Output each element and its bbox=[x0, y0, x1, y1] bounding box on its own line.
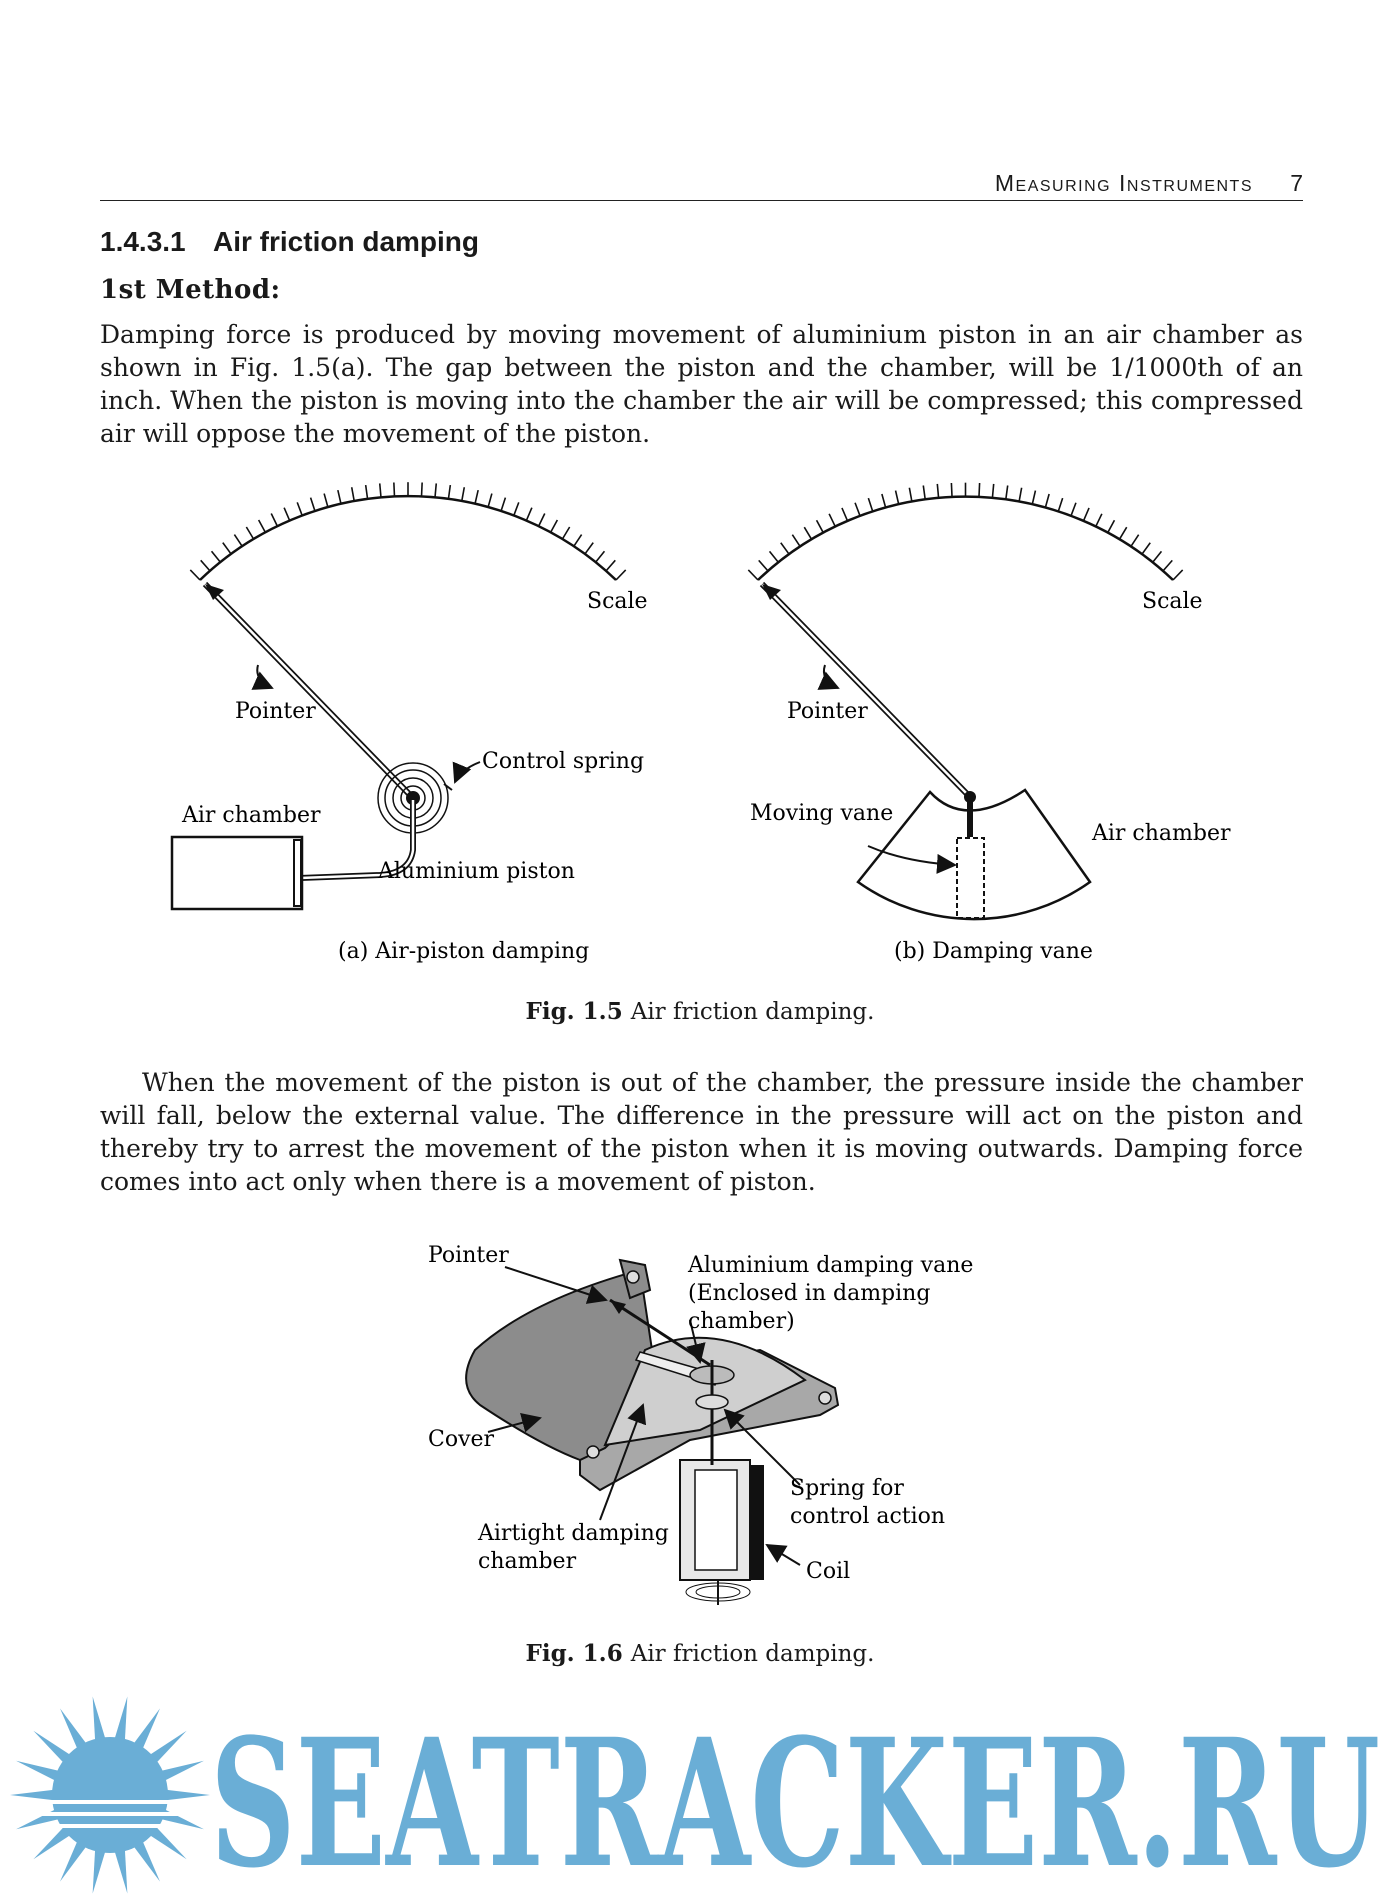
fig16-spring-label-2: control action bbox=[790, 1504, 946, 1529]
figure-1-6 bbox=[0, 1220, 1400, 1620]
scale-tick bbox=[246, 527, 253, 539]
scale-tick bbox=[352, 487, 355, 501]
scale-tick bbox=[937, 484, 938, 498]
scale-tick bbox=[526, 508, 532, 521]
fig15b-pointer-label: Pointer bbox=[787, 699, 868, 724]
scale-tick bbox=[311, 498, 315, 511]
fig16-caption bbox=[0, 1640, 1400, 1667]
fig15b-rotation-arrow bbox=[824, 665, 838, 688]
scale-tick bbox=[223, 543, 231, 554]
scale-tick bbox=[475, 490, 478, 504]
section-title: Air friction damping bbox=[213, 226, 479, 257]
fig15a-piston-label: Aluminium piston bbox=[378, 859, 575, 884]
fig15a-diagram bbox=[172, 482, 648, 964]
fig15b-diagram bbox=[748, 483, 1231, 964]
fig15a-rotation-arrow bbox=[257, 665, 272, 688]
fig16-vane-label-3: chamber) bbox=[688, 1309, 795, 1334]
scale-tick bbox=[606, 560, 615, 571]
fig16-caption-label: Fig. 1.6 bbox=[525, 1640, 623, 1667]
scale-tick bbox=[271, 514, 277, 527]
fig15b-scale-arc bbox=[758, 497, 1173, 580]
fig16-vane-label-1: Aluminium damping vane bbox=[688, 1253, 974, 1278]
scale-tick bbox=[1032, 491, 1035, 505]
scale-tick bbox=[448, 485, 450, 499]
scale-tick bbox=[792, 535, 800, 547]
scale-tick bbox=[1058, 498, 1062, 511]
page-number: 7 bbox=[1290, 170, 1303, 196]
scale-tick bbox=[923, 486, 925, 500]
scale-tick bbox=[394, 483, 395, 497]
figure-1-5 bbox=[0, 470, 1400, 1030]
scale-tick bbox=[759, 560, 768, 571]
section-heading bbox=[100, 226, 479, 258]
scale-tick bbox=[951, 483, 952, 497]
fig15a-caption: (a) Air-piston damping bbox=[338, 939, 590, 964]
fig15-caption-label: Fig. 1.5 bbox=[525, 998, 623, 1025]
fig16-cover-label: Cover bbox=[428, 1427, 495, 1452]
scale-tick bbox=[212, 551, 221, 562]
fig15b-caption: (b) Damping vane bbox=[894, 939, 1093, 964]
scale-tick bbox=[297, 502, 302, 515]
scale-tick bbox=[770, 551, 779, 562]
scale-tick bbox=[596, 551, 605, 562]
scale-tick bbox=[1084, 508, 1090, 521]
scale-tick bbox=[817, 520, 824, 532]
scale-tick bbox=[1131, 535, 1139, 547]
fig16-coil-label: Coil bbox=[806, 1559, 851, 1584]
fig16-spring-label-1: Spring for bbox=[790, 1476, 904, 1501]
scale-tick bbox=[574, 535, 582, 547]
scale-tick bbox=[501, 498, 505, 511]
scale-tick bbox=[551, 520, 558, 532]
scale-tick bbox=[1173, 570, 1183, 580]
fig15a-scale-label: Scale bbox=[587, 589, 648, 614]
scale-tick bbox=[488, 494, 492, 507]
scale-tick bbox=[234, 535, 242, 547]
scale-tick bbox=[868, 498, 872, 511]
scale-tick bbox=[1019, 488, 1022, 502]
scale-tick bbox=[1153, 551, 1162, 562]
scale-tick bbox=[992, 484, 993, 498]
scale-tick bbox=[842, 508, 848, 521]
scale-tick bbox=[462, 487, 465, 501]
watermark-text: SEATRACKER.RU bbox=[210, 1700, 1380, 1900]
section-number: 1.4.3.1 bbox=[100, 226, 186, 257]
scale-tick bbox=[284, 508, 290, 521]
scale-tick bbox=[562, 527, 569, 539]
page-header bbox=[100, 168, 1303, 201]
paragraph-2: When the movement of the piston is out of the chamber, the pressure inside the chamber will fall, below the external value. The difference in the pressure will act on the piston and thereby try to arrest the movement of the piston when it is moving outwards. Damping force comes into act only when there is a movement of piston. bbox=[100, 1068, 1303, 1196]
fig15a-spring-arrow bbox=[455, 762, 480, 782]
method-heading: 1st Method: bbox=[100, 275, 281, 305]
paragraph-1: Damping force is produced by moving movement of aluminium piston in an air chamber as shown in Fig. 1.5(a). The gap between the piston and the chamber, will be 1/1000th of an inch. When the piston is moving into the chamber the air will be compressed; this compressed air will oppose the movement of the piston. bbox=[100, 320, 1303, 448]
scale-tick bbox=[1071, 503, 1076, 516]
fig15-caption-text: Air friction damping. bbox=[630, 999, 875, 1025]
scale-tick bbox=[616, 570, 626, 580]
scale-tick bbox=[896, 491, 899, 505]
scale-tick bbox=[435, 483, 436, 497]
fig15b-vane-label: Moving vane bbox=[750, 801, 894, 826]
fig15-caption bbox=[0, 998, 1400, 1025]
fig15a-chamber-label: Air chamber bbox=[182, 803, 321, 828]
fig16-pointer-label: Pointer bbox=[428, 1243, 509, 1268]
scale-tick bbox=[1096, 514, 1102, 527]
scale-tick bbox=[804, 527, 811, 539]
fig15b-vane-arrow bbox=[868, 846, 955, 865]
running-title: Measuring Instruments bbox=[994, 170, 1253, 196]
scale-tick bbox=[1006, 486, 1008, 500]
fig15b-scale-label: Scale bbox=[1142, 589, 1203, 614]
scale-tick bbox=[380, 483, 381, 497]
scale-tick bbox=[585, 543, 593, 554]
scale-tick bbox=[338, 490, 341, 504]
scale-tick bbox=[539, 514, 545, 527]
scale-tick bbox=[979, 483, 980, 497]
fig15b-moving-vane bbox=[957, 838, 984, 918]
fig15a-scale-arc bbox=[200, 496, 616, 580]
scale-tick bbox=[909, 488, 912, 502]
watermark bbox=[0, 1690, 1400, 1900]
scale-tick bbox=[1108, 520, 1115, 532]
fig16-chamber-label-1: Airtight damping bbox=[478, 1521, 669, 1546]
scale-tick bbox=[1120, 527, 1127, 539]
scale-tick bbox=[324, 494, 328, 507]
fig16-caption-text: Air friction damping. bbox=[630, 1641, 875, 1667]
scale-tick bbox=[1142, 543, 1150, 554]
scale-tick bbox=[882, 494, 886, 507]
fig15a-pointer-label: Pointer bbox=[235, 699, 316, 724]
fig15a-air-chamber bbox=[172, 837, 302, 909]
scale-tick bbox=[366, 485, 368, 499]
scale-tick bbox=[514, 502, 519, 515]
scale-tick bbox=[190, 570, 200, 580]
scale-tick bbox=[829, 514, 835, 527]
scale-tick bbox=[855, 503, 860, 516]
scale-tick bbox=[781, 543, 789, 554]
scale-tick bbox=[422, 483, 423, 497]
scale-tick bbox=[748, 570, 758, 580]
scale-tick bbox=[201, 560, 210, 571]
fig16-chamber-label-2: chamber bbox=[478, 1549, 577, 1574]
scale-tick bbox=[259, 520, 266, 532]
scale-tick bbox=[1163, 560, 1172, 571]
watermark-sun-icon bbox=[10, 1697, 210, 1894]
fig15b-chamber-label: Air chamber bbox=[1092, 821, 1231, 846]
scale-tick bbox=[1045, 494, 1049, 507]
fig16-diagram bbox=[428, 1243, 973, 1605]
fig16-vane-label-2: (Enclosed in damping bbox=[688, 1281, 931, 1306]
fig15a-spring-label: Control spring bbox=[482, 749, 645, 774]
fig15a-piston bbox=[294, 840, 301, 906]
